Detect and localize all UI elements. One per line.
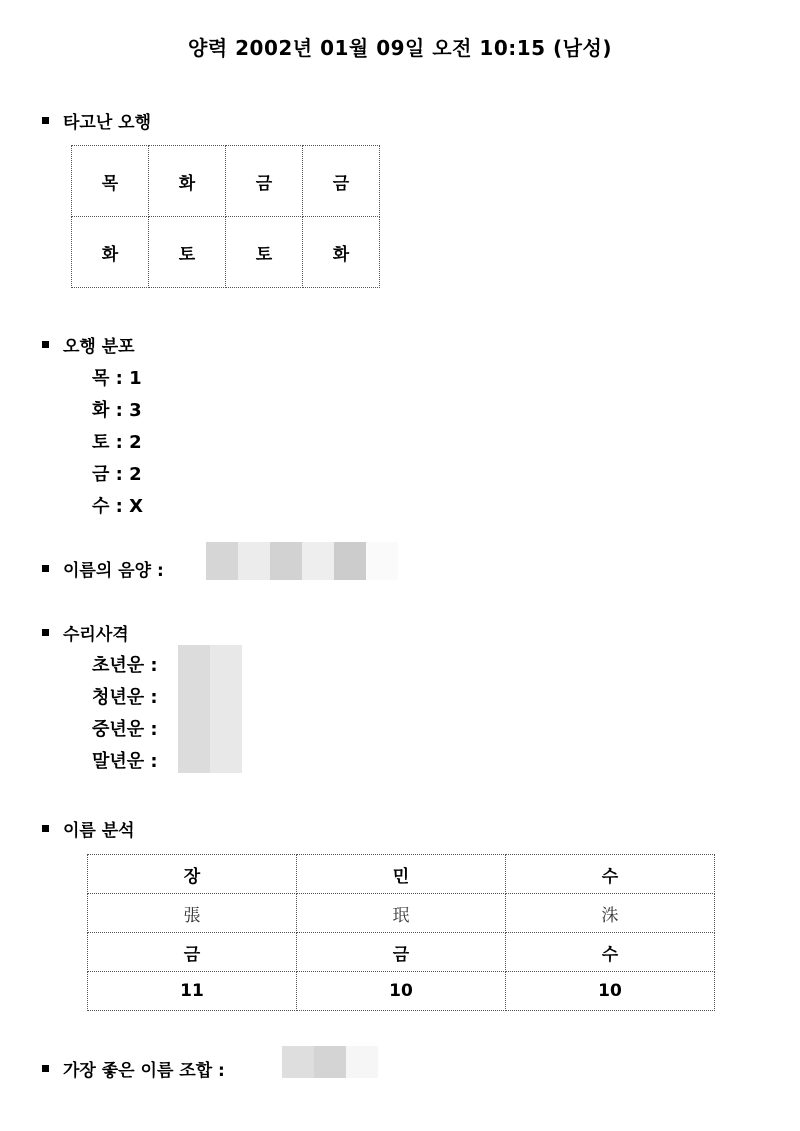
table-row (72, 146, 380, 217)
table-cell: 10 (297, 972, 506, 1011)
table-cell: 화 (72, 217, 149, 288)
table-cell: 금 (297, 933, 506, 972)
table-cell: 珉 (297, 894, 506, 933)
redacted-suri (178, 645, 242, 773)
blur-block (302, 542, 334, 580)
page-title: 양력 2002년 01월 09일 오전 10:15 (남성) (188, 36, 612, 60)
bullet-icon (42, 117, 49, 124)
table-cell: 금 (226, 146, 303, 217)
list-item: 청년운 : (92, 687, 158, 708)
table-row (88, 855, 715, 894)
list-item: 말년운 : (92, 751, 158, 772)
redacted-best-combo (282, 1046, 378, 1078)
blur-block (314, 1046, 346, 1078)
blur-block (334, 542, 366, 580)
section-heading-yinyang: 이름의 음양 : (42, 556, 164, 581)
list-item: 수 : X (92, 496, 143, 517)
blur-block (210, 645, 242, 773)
table-cell: 수 (506, 933, 715, 972)
section-heading-distribution: 오행 분포 (42, 332, 135, 357)
list-item: 초년운 : (92, 655, 158, 676)
bullet-icon (42, 1065, 49, 1072)
section-heading-suri: 수리사격 (42, 620, 129, 645)
list-item: 목 : 1 (92, 368, 142, 389)
table-row (88, 933, 715, 972)
bullet-icon (42, 341, 49, 348)
table-cell: 수 (506, 855, 715, 894)
blur-block (282, 1046, 314, 1078)
list-item: 중년운 : (92, 719, 158, 740)
table-cell: 張 (88, 894, 297, 933)
blur-block (206, 542, 238, 580)
table-cell: 민 (297, 855, 506, 894)
table-cell: 화 (303, 217, 380, 288)
blur-block (366, 542, 398, 580)
blur-block (238, 542, 270, 580)
table-cell: 금 (303, 146, 380, 217)
table-row (88, 894, 715, 933)
section-heading-name-analysis: 이름 분석 (42, 816, 135, 841)
suri-list (92, 650, 158, 778)
redacted-yinyang (206, 542, 398, 580)
section-heading-best-combo: 가장 좋은 이름 조합 : (42, 1056, 225, 1081)
ohaeng-table (71, 145, 380, 288)
bullet-icon (42, 565, 49, 572)
section-heading-ohaeng: 타고난 오행 (42, 108, 151, 133)
table-cell: 화 (149, 146, 226, 217)
name-analysis-table (87, 854, 715, 1011)
table-cell: 토 (149, 217, 226, 288)
bullet-icon (42, 629, 49, 636)
blur-block (346, 1046, 378, 1078)
table-cell: 토 (226, 217, 303, 288)
list-item: 토 : 2 (92, 432, 142, 453)
list-item: 화 : 3 (92, 400, 142, 421)
list-item: 금 : 2 (92, 464, 142, 485)
table-cell: 11 (88, 972, 297, 1011)
table-cell: 10 (506, 972, 715, 1011)
table-row (88, 972, 715, 1011)
table-cell: 목 (72, 146, 149, 217)
distribution-list (92, 363, 143, 523)
table-cell: 洙 (506, 894, 715, 933)
blur-block (270, 542, 302, 580)
table-cell: 금 (88, 933, 297, 972)
table-cell: 장 (88, 855, 297, 894)
bullet-icon (42, 825, 49, 832)
table-row (72, 217, 380, 288)
blur-block (178, 645, 210, 773)
